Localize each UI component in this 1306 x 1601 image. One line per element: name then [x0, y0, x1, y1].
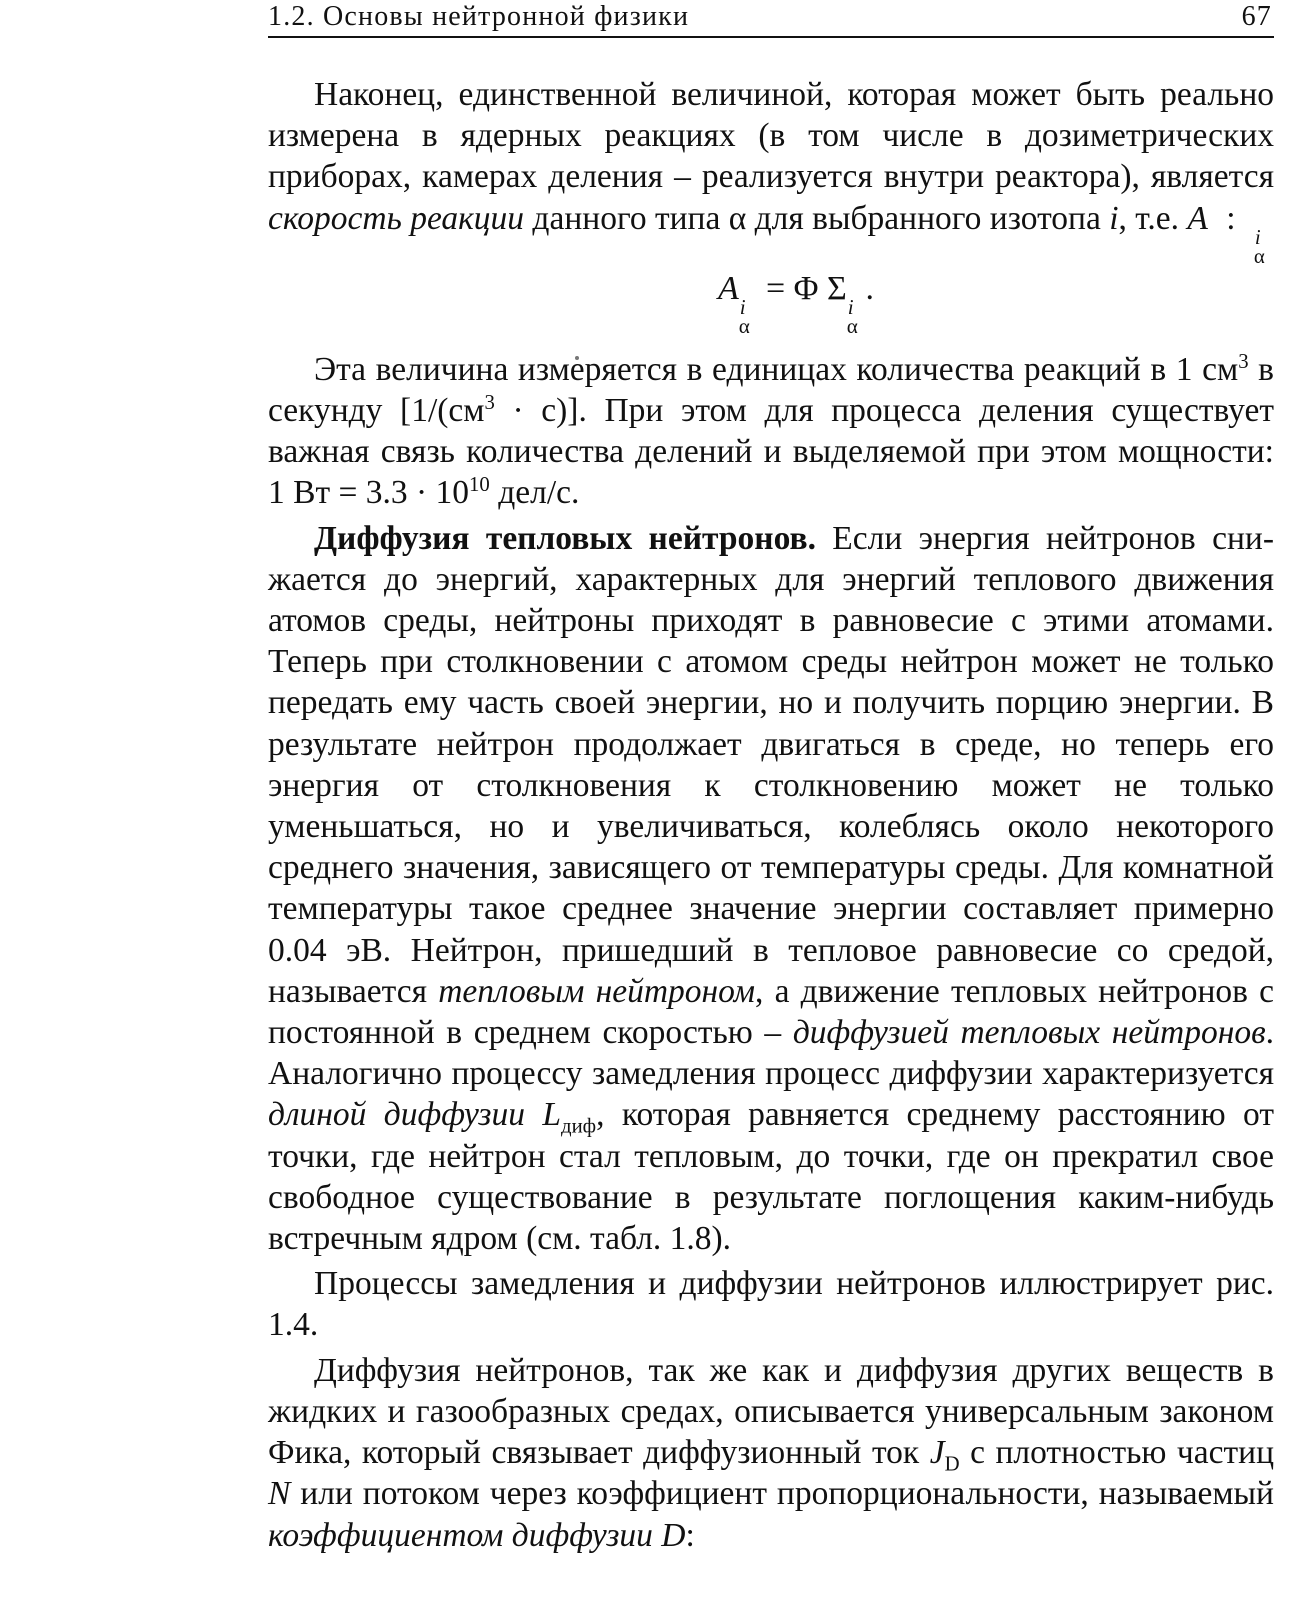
var-A: A [1187, 199, 1208, 237]
var-i: i [1109, 199, 1119, 237]
paragraph-thermal-diffusion: Диффузия тепловых нейтронов. Если энергия нейтронов снижается до энергий, характерных для энергий теплового движения атомов среды, нейтроны приходят в равновесие с этими атомами. Теперь при столкновении с атомом среды нейтрон может не только передать ему часть своей энергии, но и получить порцию энергии. В результате нейтрон продолжает двигаться в среде, но теперь его энергия от столкновения к столкновению может не только уменьшаться, но и увеличиваться, колеблясь около некоторого среднего значения, зависящего от температуры среды. Для комнатной температуры такое среднее значение энергии составляет примерно 0.04 эВ. Нейтрон, пришедший в тепловое равновесие со средой, называется тепловым нейтроном, а движение тепловых нейтронов с постоянной в среднем скоростью – диффузией тепловых нейтронов. Аналогично процессу замедления процесс диффузии характеризуется длиной диффузии $L_{диф}$, которая равняется среднему расстоянию от точки, где нейтрон стал тепловым, до точки, где он прекратил свое свободное существование в результате поглощения каким-нибудь встречным ядром (см. табл. 1.8). [268, 519, 1275, 1258]
page-number: 67 [1241, 1, 1272, 32]
run-in-heading: Диффузия тепловых нейтронов. [314, 519, 816, 557]
var-L: L [542, 1096, 561, 1134]
term-thermal-neutron: тепловым нейтроном [438, 972, 756, 1010]
body-text [268, 74, 1274, 1556]
paragraph-reaction-rate: Наконец, единственной величиной, которая может быть реально измерена в ядерных реакциях (в том числе в дозиметрических приборах, камерах деления – реализуется внутри реактора), является скорость реакции данного типа α для выбранного изотопа i, т.е. A i α : [268, 76, 1274, 268]
paragraph-figure-ref: Процессы замедления и диффузии нейтронов иллюстрирует рис. 1.4. [268, 1265, 1274, 1344]
term-thermal-diffusion: диффузией тепловых нейтронов [792, 1014, 1266, 1052]
section-title: 1.2. Основы нейтронной физики [268, 1, 690, 32]
formula-reaction-rate: A i α = Φ Σ i α . [718, 269, 874, 339]
var-J: J [929, 1434, 945, 1472]
var-N: N [268, 1475, 291, 1513]
running-header [268, 0, 1274, 38]
paragraph-fick-law: Диффузия нейтронов, так же как и диффузия других веществ в жидких и газообразных средах, описывается универсальным законом Фика, который связывает диффузионный ток $J_D$ с плотностью частиц N или потоком через коэффициент пропорциональности, называемый коэффициентом диффузии D: [268, 1351, 1274, 1554]
term-reaction-rate: скорость реакции [268, 199, 525, 237]
term-diffusion-coefficient: коэффициентом диффузии D [268, 1516, 686, 1554]
paragraph-units: Эта величина измеряется в единицах количества реакций в 1 $см^3$ в секунду $[1/(см^3 \cdot с)]$. При этом для процесса деления существует важная связь количества делений и выделяемой при этом мощности: 1 Вт = $3.3 \cdot 10^{10}$ дел/с. [268, 349, 1274, 512]
term-diffusion-length: длиной диффузии [268, 1096, 525, 1134]
